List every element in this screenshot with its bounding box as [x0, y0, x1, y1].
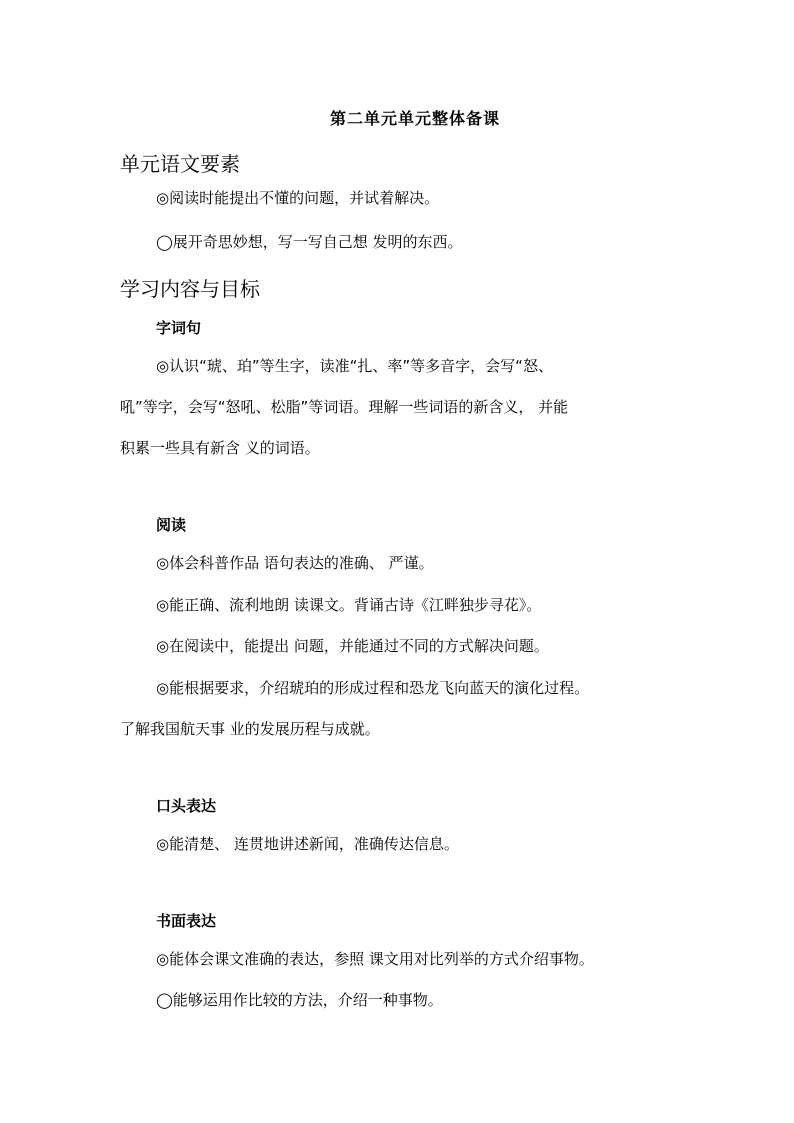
reading-line-5: 了解我国航天事 业的发展历程与成就。 [120, 720, 380, 738]
oral-line-1: ◎能清楚、 连贯地讲述新闻，准确传达信息。 [156, 835, 459, 853]
reading-line-2: ◎能正确、流利地朗 读课文。背诵古诗《江畔独步寻花》。 [156, 596, 542, 614]
section-heading-content-goals: 学习内容与目标 [120, 277, 260, 301]
sub-heading-reading: 阅读 [156, 516, 187, 534]
element-item-2: ◯展开奇思妙想，写一写自己想 发明的东西。 [156, 233, 463, 251]
writing-line-1: ◎能体会课文准确的表达，参照 课文用对比列举的方式介绍事物。 [156, 950, 594, 968]
sub-heading-writing: 书面表达 [156, 912, 217, 930]
reading-line-3: ◎在阅读中，能提出 问题，并能通过不同的方式解决问题。 [156, 637, 549, 655]
sub-heading-words: 字词句 [156, 319, 202, 337]
element-item-1: ◎阅读时能提出不懂的问题，并试着解决。 [156, 189, 440, 207]
words-line-3: 积累一些具有新含 义的词语。 [120, 439, 320, 457]
words-line-1: ◎认识“琥、珀”等生字，读准“扎、率”等多音字，会写“怒、 [156, 357, 553, 375]
writing-line-2: ◯能够运用作比较的方法，介绍一种事物。 [156, 991, 443, 1009]
reading-line-1: ◎体会科普作品 语句表达的准确、 严谨。 [156, 554, 434, 572]
reading-line-4: ◎能根据要求，介绍琥珀的形成过程和恐龙飞向蓝天的演化过程。 [156, 679, 590, 697]
words-line-2: 吼”等字，会写“怒吼、松脂”等词语。理解一些词语的新含义， 并能 [120, 398, 569, 416]
document-title: 第二单元单元整体备课 [330, 109, 501, 128]
section-heading-elements: 单元语文要素 [120, 152, 240, 176]
sub-heading-oral: 口头表达 [156, 797, 217, 815]
